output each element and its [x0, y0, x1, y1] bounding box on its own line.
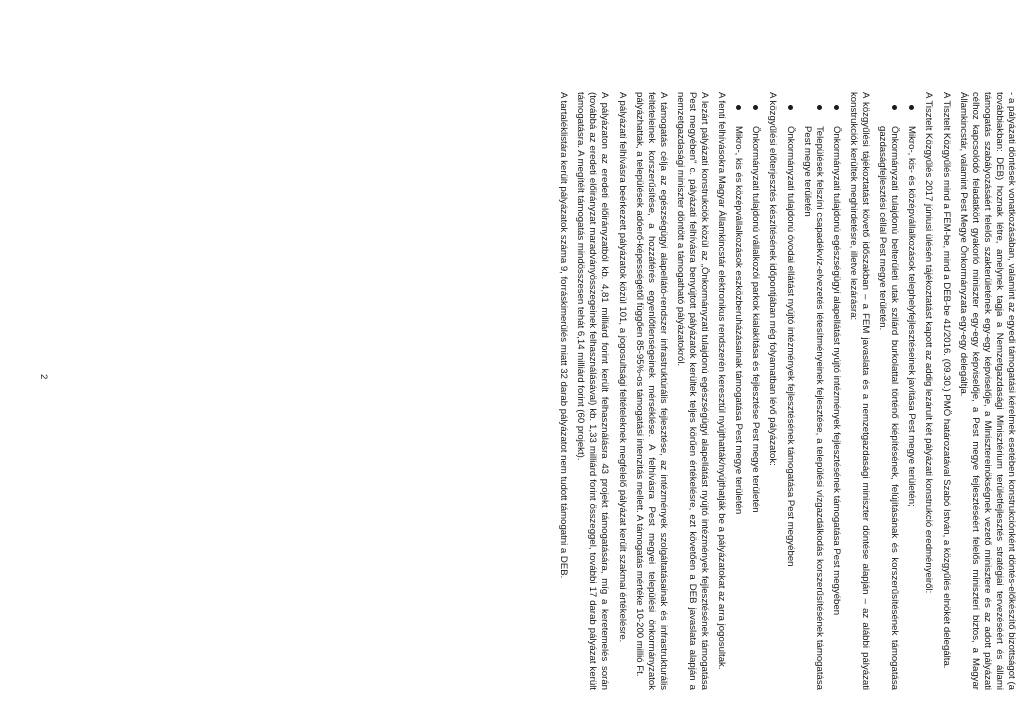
paragraph-june-report: A Tisztelt Közgyűlés 2017 júniusi ülésén tájékoztatást kapott az addig lezárult két pályázati konstrukció eredményeiről:	[923, 92, 935, 594]
bullet-icon	[892, 105, 897, 110]
list-item-text: Önkormányzati tulajdonú egészségügyi alapellátást nyújtó intézmények fejlesztésének támogatása Pest megyében	[830, 126, 842, 616]
paragraph-submission: A fenti felhívásokra Magyar Államkincstár elektronikus rendszerén keresztül nyújthatták/nyújthatják be a pályázatokat az arra jogosultak.	[716, 92, 728, 670]
bullet-icon	[753, 105, 758, 110]
bullet-list-closed-constructions	[876, 92, 917, 690]
paragraph-delegation: A Tisztelt Közgyűlés mind a FEM-be, mind a DEB-be 41/2016. (09.30.) PMÖ határozatával Szabó István, a közgyűlés elnökét delegálta.	[940, 92, 952, 669]
list-item	[830, 92, 842, 690]
bullet-icon	[817, 105, 822, 110]
paragraph-support-goal: A támogatás célja az egészségügyi alapellátó-rendszer infrastruktúrális fejlesztése, az intézmények szolgáltatásainak és infrastrukturális feltételeinek korszerűsítése, a hozzáférés egyenlőtlenségeinek mérséklése. A felhívásra Pest megyei települési önkormányzatok pályázhattak, a települések adóerő-képességétől függően 85-95%-os támogatási intenzitás mellett. A támogatás mértéke 10-200 millió Ft.	[633, 92, 669, 690]
list-item-text: Önkormányzati tulajdonú belterületi utak szilárd burkolattal történő kiépítésének, felújításának és korszerűsítésének támogatása gazdaságfejlesztési céllal Pest megye területén.	[877, 126, 901, 690]
paragraph-announced: A közgyűlési tájékoztatást követő időszakban – a FEM javaslata és a nemzetgazdasági miniszter döntése alapján – az alábbi pályázati konstrukciók kerültek meghirdetésre, illetve lezárásra:	[847, 92, 872, 690]
paragraph-ongoing: A közgyűlési előterjesztés készítésének időpontjában még folyamatban lévő pályázatok:	[767, 92, 779, 466]
paragraph-evaluation: A lezárt pályázati konstrukciók közül az „Önkormányzati tulajdonú egészségügyi alapellátást nyújtó intézmények fejlesztésének támogatása Pest megyében" c. pályázati felhívásra benyújtott pályázatok kerültek teljes körűen értékelésre, ezt követően a DEB javaslata alapján a nemzetgazdasági miniszter döntött a támogatható pályázatokról.	[674, 92, 711, 690]
list-item	[784, 92, 796, 690]
bullet-list-ongoing-constructions	[732, 92, 761, 690]
paragraph-reserve-list: A tartaléklistára került pályázatok száma 9, forráskimerülés miatt 32 darab pályázatot nem tudott támogatni a DEB.	[558, 92, 570, 579]
list-item	[905, 92, 917, 690]
list-item-text: Települések felszíni csapadékvíz-elvezetés létesítményeinek fejlesztése, a települési vízgazdálkodás korszerűsítésének támogatása Pest megye területén	[801, 126, 825, 690]
document-body	[552, 92, 1017, 690]
bullet-icon	[909, 105, 914, 110]
paragraph-funding: A pályázaton az eredeti előirányzatból kb. 4,81 milliárd forint került felhasználásra 43 projekt támogatására, míg a keretemelés során (továbbá az eredeti előirányzat maradványösszegeinek felhasználásával) kb. 1,33 milliárd forint összeggel, további 17 darab pályázat került támogatásra. A megítélt támogatás mindösszesen tehát 6,14 milliárd forint (60 projekt).	[575, 92, 611, 690]
bullet-icon	[736, 105, 741, 110]
list-item-text: Önkormányzati tulajdonú óvodai ellátást nyújtó intézmények fejlesztésének támogatása Pest megyében	[784, 126, 796, 567]
paragraph-deb-intro: - a pályázati döntések vonatkozásában, valamint az egyedi támogatási kérelmek esetében konstrukciónként döntés-előkészítő bizottságot (a továbbiakban: DEB) hoznak létre, amelynek tagja a Nemzetgazdasági Minisztérium területfejlesztés stratégiai tervezéséért és állami támogatás szabályozásáért felelős szakterületének egy-egy képviselője, a Minisztereinökségnek vezető minisztere és az adott pályázati célhoz kapcsolódó feladatkört gyakorló miniszter egy-egy képviselője, a Pest megye fejlesztéséért felelős miniszteri biztos, a Magyar Államkincstár, valamint Pest Megye Önkormányzata egy-egy delegáltja.	[957, 92, 1017, 690]
page-number: 2	[38, 374, 49, 380]
list-item	[876, 92, 900, 690]
bullet-icon	[788, 105, 793, 110]
list-item-text: Mikro-, kis- és középvállalkozások telephelyfejlesztéseinek javítása Pest megye területén;	[906, 126, 918, 507]
list-item	[732, 92, 744, 690]
list-item-text: Mikro-, kis és középvállalkozások eszközberuházásainak támogatása Pest megye területén	[733, 126, 745, 515]
bullet-icon	[834, 105, 839, 110]
list-item-text: Önkormányzati tulajdonú vállalkozói parkok kialakítása és fejlesztése Pest megye területén	[750, 126, 762, 513]
bullet-list-announced-constructions	[784, 92, 842, 690]
paragraph-received: A pályázati felhívásra beérkezett pályázatok közül 101, a jogosultsági feltételeknek megfelelő pályázat került szakmai értékelésre.	[616, 92, 628, 643]
list-item	[749, 92, 761, 690]
list-item	[801, 92, 825, 690]
